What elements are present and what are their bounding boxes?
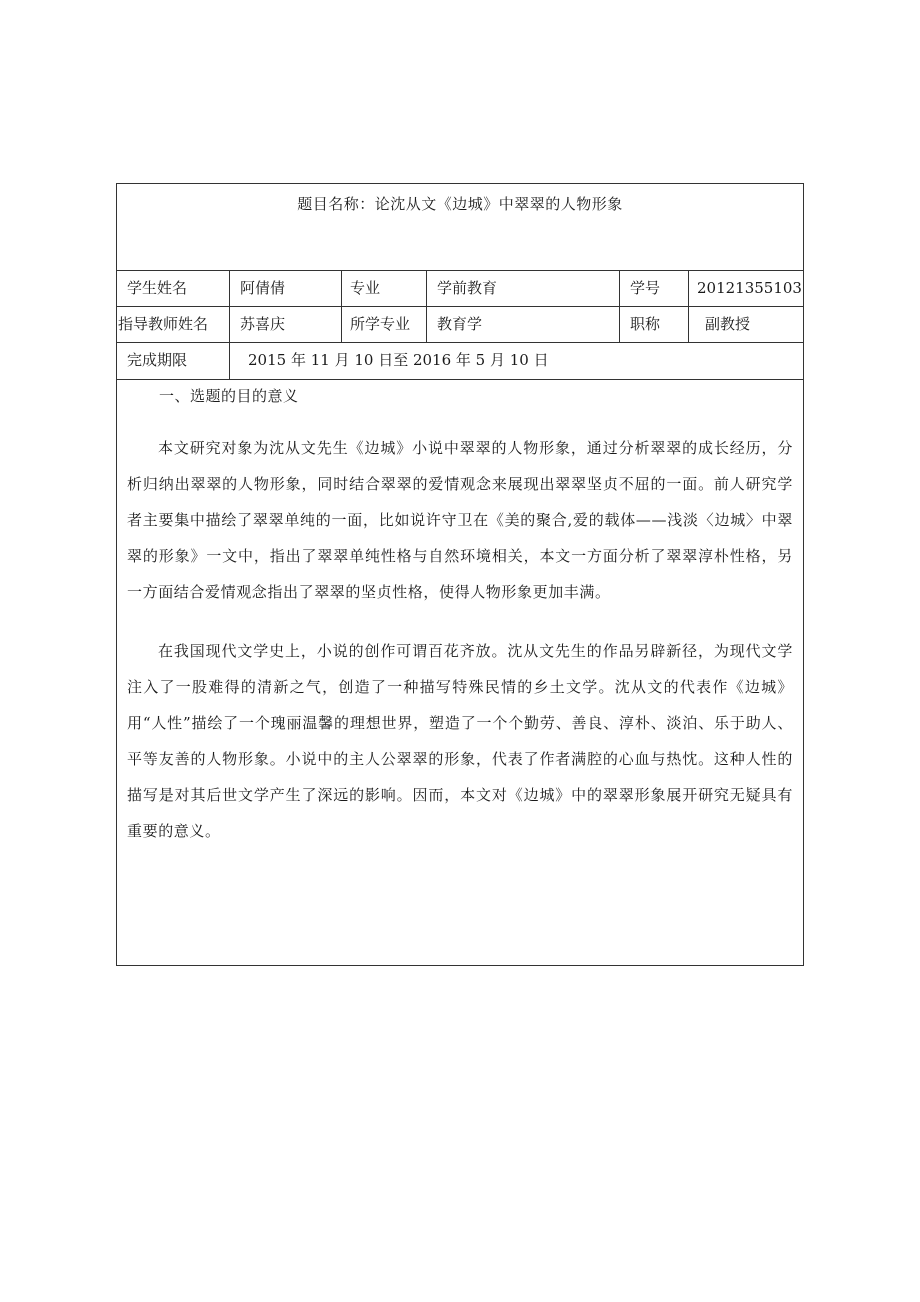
cell-divider <box>341 270 342 306</box>
cell-divider <box>229 270 230 306</box>
advisor-major-value: 教育学 <box>437 315 483 333</box>
cell-divider <box>688 306 689 342</box>
advisor-value: 苏喜庆 <box>240 315 286 333</box>
cell-divider <box>229 306 230 342</box>
cell-divider <box>619 270 620 306</box>
major-value: 学前教育 <box>437 279 498 297</box>
paragraph: 本文研究对象为沈从文先生《边城》小说中翠翠的人物形象，通过分析翠翠的成长经历，分析归纳出翠翠的人物形象，同时结合翠翠的爱情观念来展现出翠翠坚贞不屈的一面。前人研究学者主要集中描绘了翠翠单纯的一面，比如说许守卫在《美的聚合,爱的载体——浅淡〈边城〉中翠翠的形象》一文中，指出了翠翠单纯性格与自然环境相关，本文一方面分析了翠翠淳朴性格，另一方面结合爱情观念指出了翠翠的坚贞性格，使得人物形象更加丰满。 <box>127 439 793 601</box>
advisor-major-label: 所学专业 <box>350 315 411 333</box>
student-name-label: 学生姓名 <box>127 279 188 297</box>
academic-title-value: 副教授 <box>705 315 751 333</box>
cell-divider <box>426 306 427 342</box>
student-name-value: 阿倩倩 <box>240 279 286 297</box>
academic-title-label: 职称 <box>630 315 661 333</box>
purpose-section <box>117 380 803 965</box>
student-id-label: 学号 <box>630 279 661 297</box>
cell-divider <box>341 306 342 342</box>
cell-divider <box>688 270 689 306</box>
student-id-value: 20121355103 <box>697 279 802 297</box>
major-label: 专业 <box>350 279 381 297</box>
advisor-label: 指导教师姓名 <box>118 315 209 333</box>
proposal-form-table <box>116 183 804 966</box>
thesis-title: 题目名称：论沈从文《边城》中翠翠的人物形象 <box>297 195 623 213</box>
period-row <box>117 342 803 380</box>
cell-divider <box>619 306 620 342</box>
period-value: 2015 年 11 月 10 日至 2016 年 5 月 10 日 <box>248 351 549 369</box>
paragraph: 在我国现代文学史上，小说的创作可谓百花齐放。沈从文先生的作品另辟新径，为现代文学注入了一股难得的清新之气，创造了一种描写特殊民情的乡土文学。沈从文的代表作《边城》用“人性”描绘了一个瑰丽温馨的理想世界，塑造了一个个勤劳、善良、淳朴、淡泊、乐于助人、平等友善的人物形象。小说中的主人公翠翠的形象，代表了作者满腔的心血与热忱。这种人性的描写是对其后世文学产生了深远的影响。因而，本文对《边城》中的翠翠形象展开研究无疑具有重要的意义。 <box>127 642 793 840</box>
title-row <box>117 184 803 271</box>
section-heading: 一、选题的目的意义 <box>159 387 299 405</box>
cell-divider <box>426 270 427 306</box>
advisor-info-row <box>117 306 803 343</box>
cell-divider <box>229 342 230 379</box>
period-label: 完成期限 <box>127 351 188 369</box>
student-info-row <box>117 270 803 307</box>
